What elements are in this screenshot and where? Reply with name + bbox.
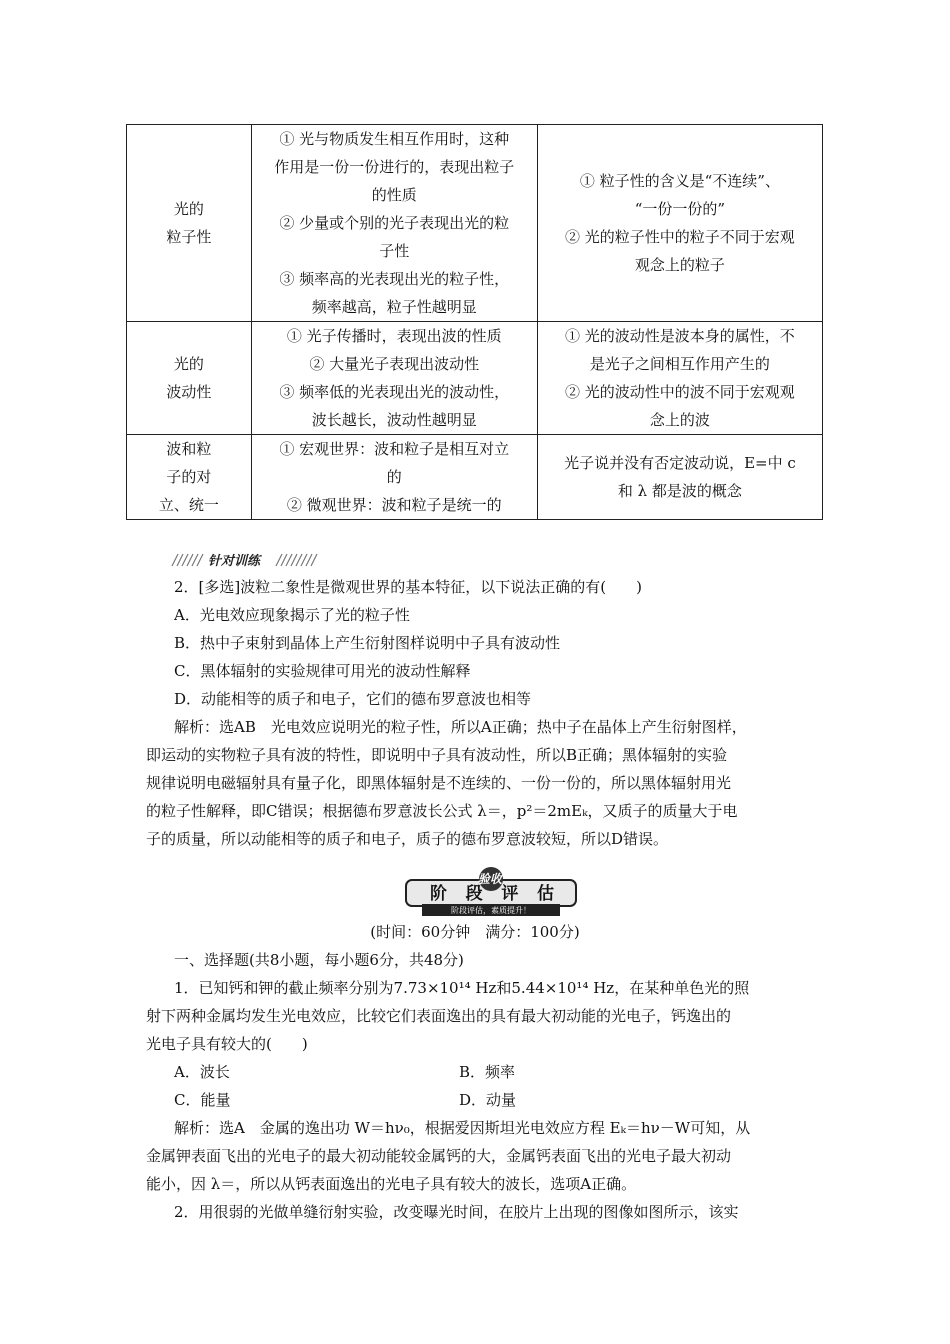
problem-1-analysis-line: 解析：选A 金属的逸出功 W＝hν₀，根据爱因斯坦光电效应方程 Eₖ＝hν－W可知，从 [174,1119,751,1137]
question-2-analysis-line: 即运动的实物粒子具有波的特性，即说明中子具有波动性，所以B正确；黑体辐射的实验 [146,746,728,764]
question-2-analysis-line: 规律说明电磁辐射具有量子化，即黑体辐射是不连续的、一份一份的，所以黑体辐射用光 [146,774,732,792]
problem-2-stem: 2．用很弱的光做单缝衍射实验，改变曝光时间，在胶片上出现的图像如图所示，该实 [174,1203,739,1221]
question-2-option-c: C．黑体辐射的实验规律可用光的波动性解释 [174,662,471,680]
section-heading: 一、选择题(共8小题，每小题6分，共48分) [174,951,464,969]
row-phenomena: ① 宏观世界：波和粒子是相互对立 的 ② 微观世界：波和粒子是统一的 [251,435,537,520]
problem-1-option-b: B．频率 [459,1063,516,1081]
problem-1-option-c: C．能量 [174,1091,231,1109]
problem-1-analysis-line: 能小，因 λ＝，所以从钙表面逸出的光电子具有较大的波长，选项A正确。 [146,1175,637,1193]
row-phenomena: ① 光与物质发生相互作用时，这种 作用是一份一份进行的，表现出粒子 的性质 ② 少量或个别的光子表现出光的粒 子性 ③ 频率高的光表现出光的粒子性， 频率越高，粒子性越明显 [251,125,537,322]
problem-1-stem-line: 1．已知钙和钾的截止频率分别为7.73×10¹⁴ Hz和5.44×10¹⁴ Hz，在某种单色光的照 [174,979,750,997]
row-notes: ① 粒子性的含义是“不连续”、 “一份一份的” ② 光的粒子性中的粒子不同于宏观 观念上的粒子 [537,125,822,322]
question-2-stem: 2．[多选]波粒二象性是微观世界的基本特征，以下说法正确的有( ) [174,578,642,596]
assessment-banner-sub: 阶段评估，素质提升！ [451,906,531,915]
problem-1-option-d: D．动量 [459,1091,517,1109]
question-2-analysis-line: 子的质量，所以动能相等的质子和电子，质子的德布罗意波较短，所以D错误。 [146,830,669,848]
problem-1-stem-line: 射下两种金属均发生光电效应，比较它们表面逸出的具有最大初动能的光电子，钙逸出的 [146,1007,732,1025]
comparison-table [126,124,823,520]
time-info: (时间：60分钟 满分：100分) [370,923,580,941]
question-2-analysis-line: 解析：选AB 光电效应说明光的粒子性，所以A正确；热中子在晶体上产生衍射图样， [174,718,747,736]
question-2-analysis-line: 的粒子性解释，即C错误；根据德布罗意波长公式 λ＝，p²＝2mEₖ，又质子的质量大于电 [146,802,738,820]
assessment-banner-label: 阶段评估 [430,884,554,904]
problem-1-option-a: A．波长 [174,1063,230,1081]
question-2-option-d: D．动能相等的质子和电子，它们的德布罗意波也相等 [174,690,532,708]
practice-banner-label: 针对训练 [208,554,261,569]
table-row [127,435,823,520]
row-phenomena: ① 光子传播时，表现出波的性质 ② 大量光子表现出波动性 ③ 频率低的光表现出光的波动性， 波长越长，波动性越明显 [251,322,537,435]
table-row [127,125,823,322]
assessment-banner-top: 验收 [478,872,503,886]
row-notes: 光子说并没有否定波动说，E=中 c 和 λ 都是波的概念 [537,435,822,520]
row-notes: ① 光的波动性是波本身的属性，不 是光子之间相互作用产生的 ② 光的波动性中的波不同于宏观观 念上的波 [537,322,822,435]
question-2-option-a: A．光电效应现象揭示了光的粒子性 [174,606,410,624]
row-head: 光的 波动性 [127,322,252,435]
row-head: 波和粒 子的对 立、统一 [127,435,252,520]
assessment-banner [400,866,582,918]
problem-1-stem-line: 光电子具有较大的( ) [146,1035,308,1053]
row-head: 光的 粒子性 [127,125,252,322]
question-2-option-b: B．热中子束射到晶体上产生衍射图样说明中子具有波动性 [174,634,561,652]
table-row [127,322,823,435]
problem-1-analysis-line: 金属钾表面飞出的光电子的最大初动能较金属钙的大，金属钙表面飞出的光电子最大初动 [146,1147,732,1165]
practice-banner [168,548,323,570]
